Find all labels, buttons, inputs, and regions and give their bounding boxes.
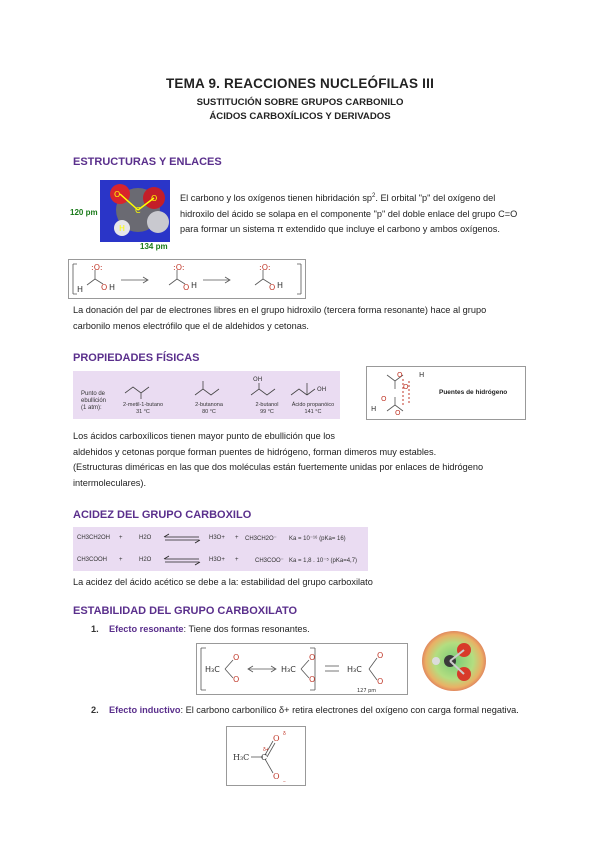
compound-2: 2-butanona 80 °C bbox=[195, 402, 223, 415]
bp-label: Punto de ebullición (1 atm): bbox=[81, 391, 107, 411]
svg-text::O:: :O: bbox=[259, 263, 271, 272]
svg-text:O: O bbox=[309, 653, 316, 662]
svg-text:O: O bbox=[309, 675, 316, 684]
bond-length-120: 120 pm bbox=[70, 208, 98, 217]
svg-text:127 pm: 127 pm bbox=[357, 688, 377, 694]
item-inductive: 2. Efecto inductivo: El carbono carbonílico δ+ retira electrones del oxígeno con carga formal negativa. bbox=[91, 705, 519, 715]
svg-text:H: H bbox=[277, 281, 284, 290]
inductive-effect-figure bbox=[226, 726, 306, 786]
svg-text::O:: :O: bbox=[173, 263, 185, 272]
svg-text:O: O bbox=[114, 190, 121, 199]
svg-text:O: O bbox=[377, 677, 384, 686]
svg-text:O: O bbox=[101, 283, 108, 292]
electrostatic-map-icon bbox=[420, 628, 488, 694]
hydrogen-bond-dimer-figure bbox=[366, 366, 526, 420]
svg-text:δ: δ bbox=[283, 731, 286, 737]
svg-text:H: H bbox=[419, 371, 425, 379]
page-title: TEMA 9. REACCIONES NUCLEÓFILAS III bbox=[165, 76, 435, 91]
section-heading-carboxylate: ESTABILIDAD DEL GRUPO CARBOXILATO bbox=[73, 605, 298, 617]
svg-text:O: O bbox=[377, 651, 384, 660]
compound-1: 2-metil-1-butano 31 °C bbox=[122, 402, 164, 415]
svg-text:O: O bbox=[395, 409, 401, 417]
svg-text:OH: OH bbox=[317, 386, 327, 393]
hybridization-text: El carbono y los oxígenos tienen hibridación $sp^2$. El orbital "p" del oxígeno del hidroxilo del ácido se solapa en el componente "p" del doble enlace del grupo C=O para formar un sistema π extendido que incluye el carbono y ambos oxígenos. bbox=[180, 193, 518, 235]
section-heading-acidity: ACIDEZ DEL GRUPO CARBOXILO bbox=[73, 509, 252, 521]
svg-text::O:: :O: bbox=[91, 263, 103, 272]
subtitle-2: ÁCIDOS CARBOXÍLICOS Y DERIVADOS bbox=[209, 111, 391, 122]
item-resonance: 1. Efecto resonante: Tiene dos formas resonantes. bbox=[91, 624, 310, 634]
svg-text:H: H bbox=[191, 281, 198, 290]
svg-text:−: − bbox=[283, 779, 286, 785]
svg-text:O: O bbox=[273, 772, 280, 781]
svg-text:O: O bbox=[233, 675, 240, 684]
compound-3: 2-butanol 99 °C bbox=[255, 402, 279, 415]
svg-text:H: H bbox=[119, 224, 126, 233]
boiling-point-explanation: Los ácidos carboxílicos tienen mayor punto de ebullición que los aldehidos y cetonas porque forman puentes de hidrógeno, forman dimeros muy estables. (Estructuras diméricas en las que dos moléculas están fuertemente unidas por enlaces de hidrógeno intermoleculares). bbox=[73, 431, 484, 488]
boiling-points-figure bbox=[73, 371, 340, 419]
compound-4: Ácido propanóico 141 °C bbox=[291, 402, 335, 415]
svg-text:H₃C: H₃C bbox=[281, 665, 296, 674]
acidity-equilibria-figure: CH3CH2OH + H2O H3O+ + CH3CH2O⁻ Ka = 10⁻¹⁶ (pKa= 16) CH3COOH + H2O H3O+ + CH3COO⁻ Ka = 1,8 . 10⁻⁵ (pKa=4,7) bbox=[73, 527, 368, 571]
svg-text:H: H bbox=[371, 405, 377, 413]
subtitle-1: SUSTITUCIÓN SOBRE GRUPOS CARBONILO bbox=[196, 97, 404, 108]
acetic-acid-model-image bbox=[100, 180, 170, 242]
svg-text:OH: OH bbox=[253, 376, 263, 383]
bond-length-134: 134 pm bbox=[140, 242, 168, 251]
svg-text:O: O bbox=[233, 653, 240, 662]
inductive-diagram bbox=[227, 727, 305, 785]
hbond-label: Puentes de hidrógeno bbox=[439, 389, 508, 396]
carboxylate-resonance-figure bbox=[196, 643, 408, 695]
svg-text:H₃C: H₃C bbox=[233, 753, 250, 762]
section-heading-physical: PROPIEDADES FÍSICAS bbox=[73, 352, 200, 364]
carboxylate-resonance-diagram bbox=[197, 644, 407, 694]
svg-text:O: O bbox=[183, 283, 190, 292]
svg-text:H: H bbox=[109, 283, 116, 292]
resonance-explanation: La donación del par de electrones libres en el grupo hidroxilo (tercera forma resonante) hace al grupo carbonilo menos electrófilo que el de aldehidos y cetonas. bbox=[73, 305, 487, 331]
resonance-structures-figure bbox=[68, 259, 306, 299]
electrostatic-map-image bbox=[420, 628, 488, 694]
equilibrium-arrows bbox=[73, 527, 368, 571]
svg-text:C: C bbox=[135, 206, 141, 215]
svg-text:H₃C: H₃C bbox=[347, 665, 362, 674]
svg-text:O: O bbox=[269, 283, 276, 292]
svg-text:O: O bbox=[403, 383, 409, 391]
svg-text:O: O bbox=[273, 734, 280, 743]
svg-text:O: O bbox=[397, 371, 403, 379]
section-heading-structures: ESTRUCTURAS Y ENLACES bbox=[73, 156, 222, 168]
svg-text:O: O bbox=[381, 395, 387, 403]
molecule-3d-icon bbox=[100, 180, 170, 242]
svg-text:H: H bbox=[77, 285, 84, 294]
svg-text:O: O bbox=[151, 194, 158, 203]
svg-text:H₃C: H₃C bbox=[205, 665, 220, 674]
svg-text:C: C bbox=[261, 753, 268, 762]
svg-text:δ+: δ+ bbox=[263, 747, 269, 753]
acidity-explanation: La acidez del ácido acético se debe a la: estabilidad del grupo carboxilato bbox=[73, 577, 373, 587]
